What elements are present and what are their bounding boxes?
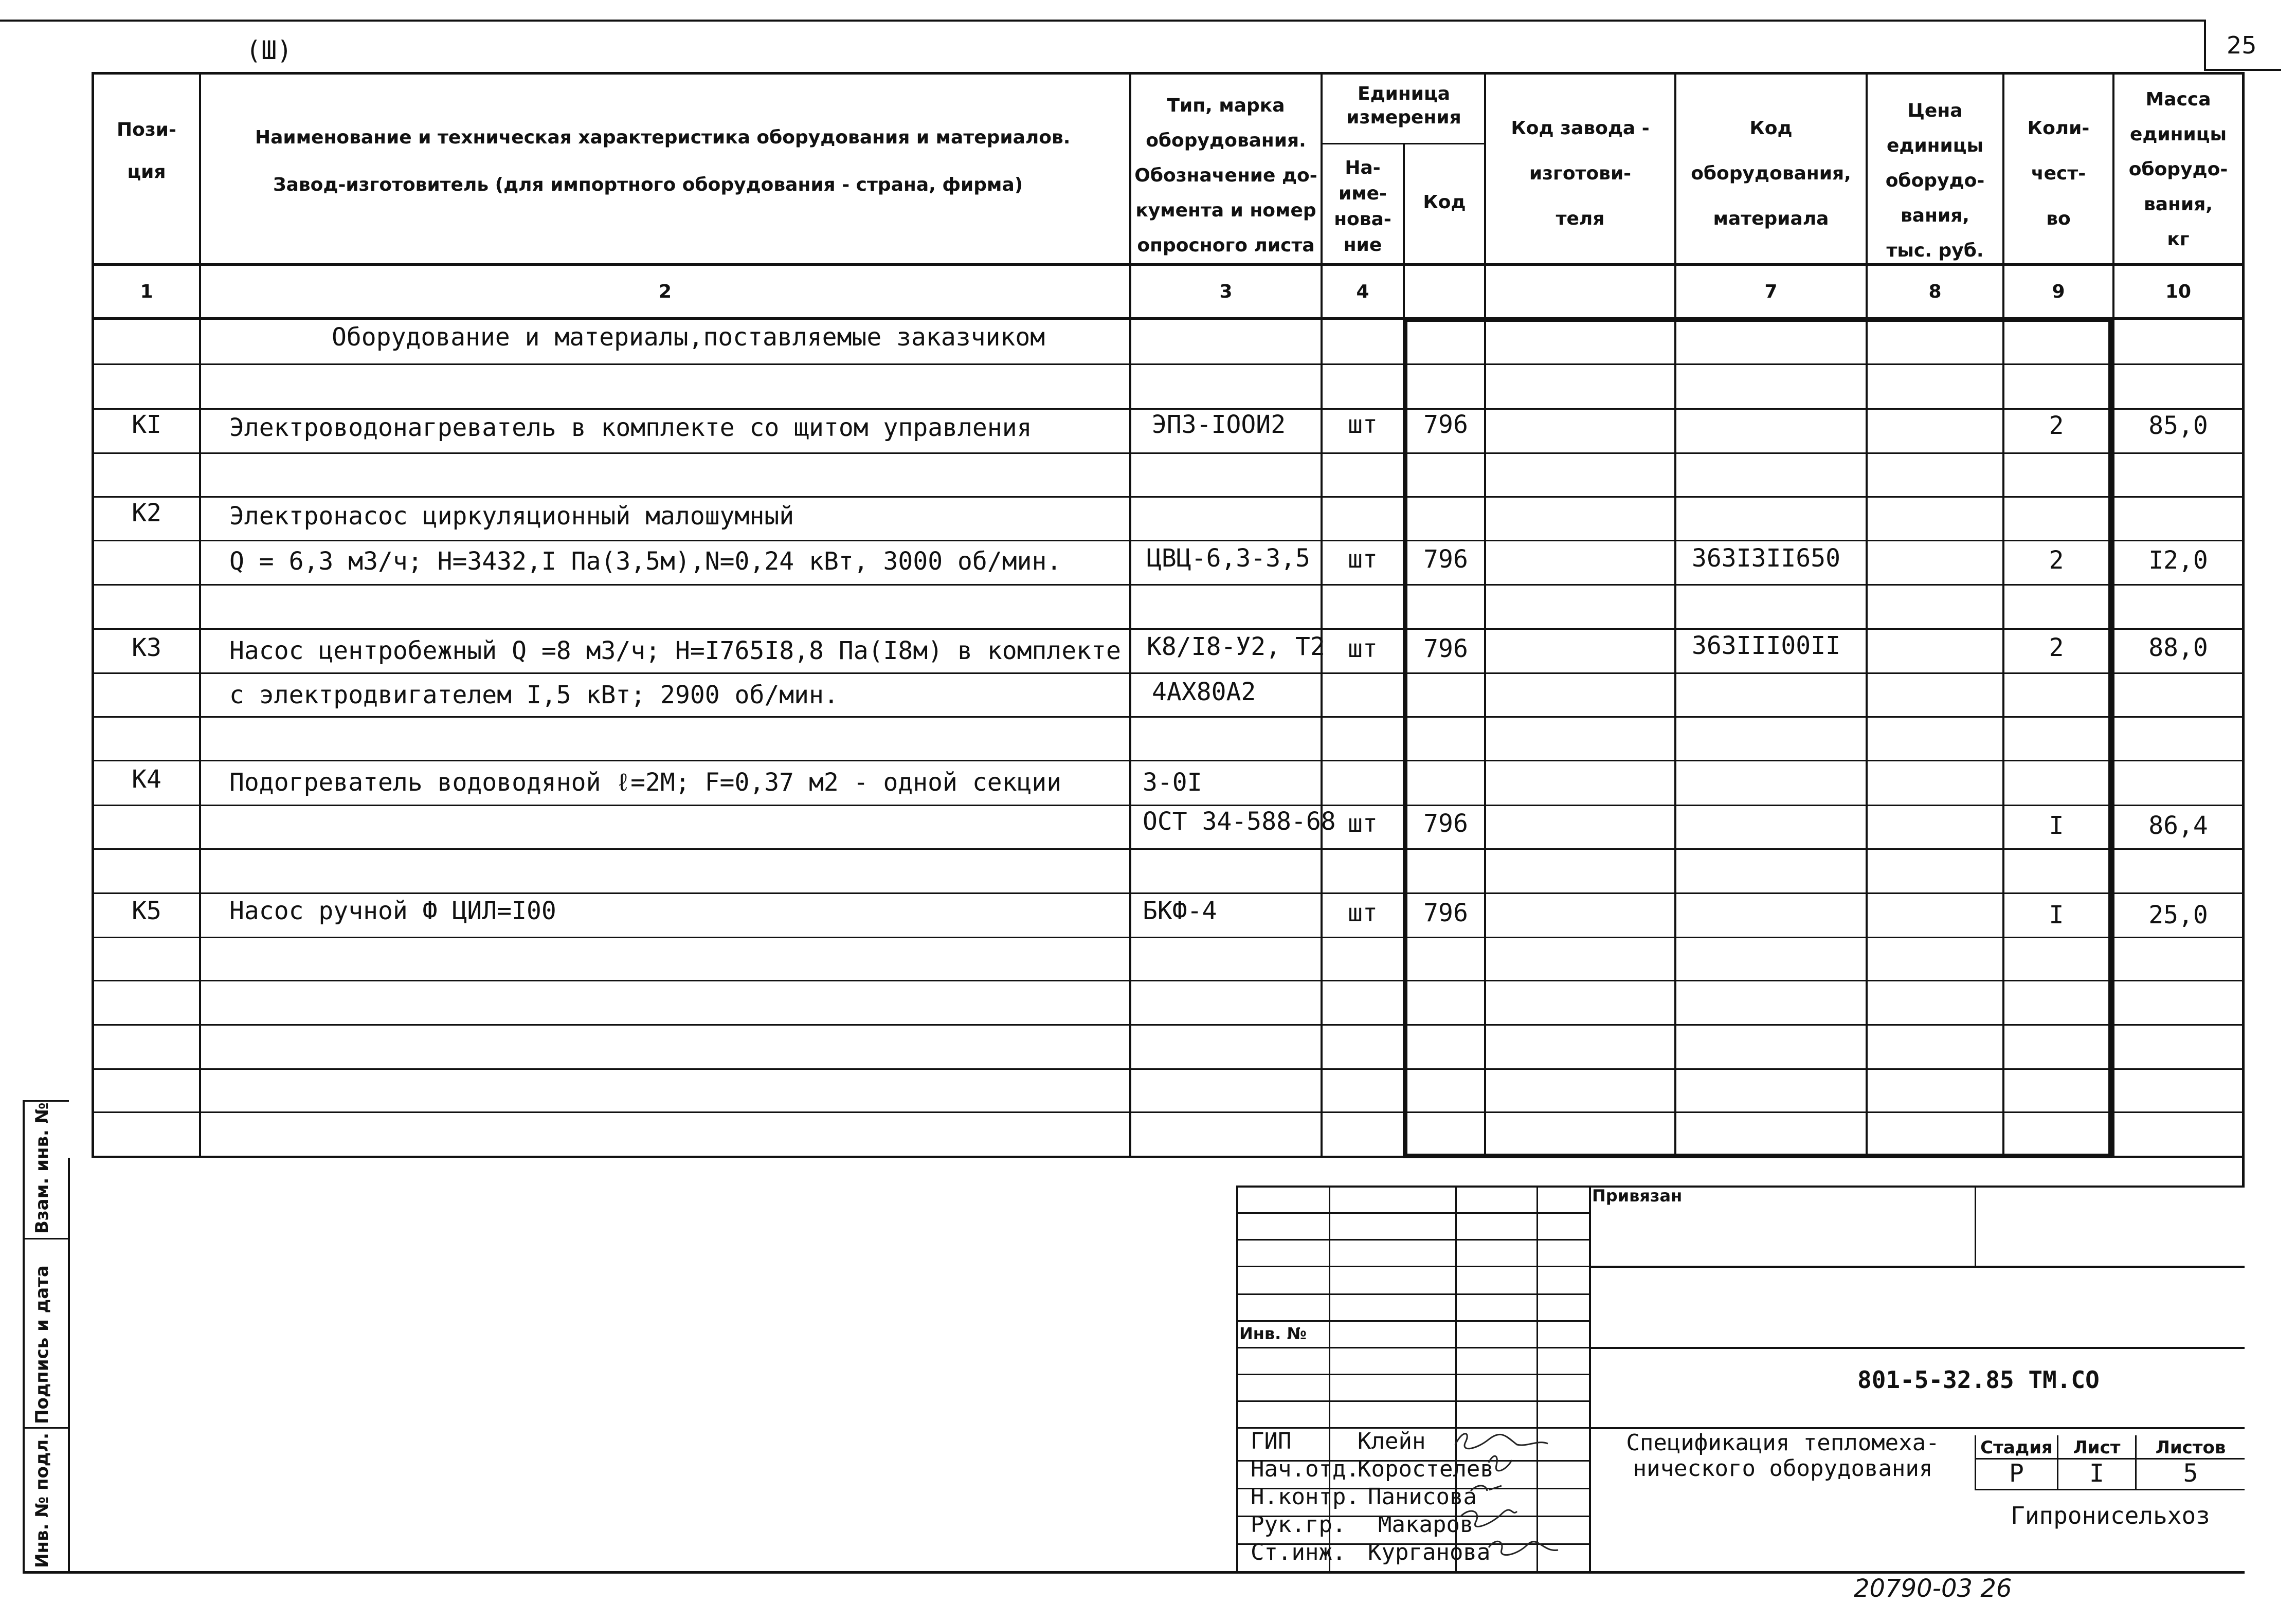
inv-number-label: Инв. № (1239, 1324, 1307, 1343)
side-label-signature-date: Подпись и дата (32, 1265, 52, 1424)
section-title: Оборудование и материалы,поставляемые заказчиком (332, 323, 1045, 352)
staff-role: Ст.инж. (1251, 1539, 1346, 1565)
sheet-label: Лист (2073, 1437, 2121, 1458)
attached-label: Привязан (1592, 1186, 1683, 1206)
header-price: Цена единицы оборудо- вания, тыс. руб. (1885, 100, 1985, 261)
stage-value: Р (2009, 1459, 2024, 1488)
sheet-value: I (2089, 1459, 2104, 1488)
top-border (0, 20, 2206, 22)
header-quantity: Коли- чест- во (2027, 118, 2090, 229)
signatures (1440, 1424, 1584, 1578)
sheet-number-border-bottom (2204, 69, 2281, 71)
staff-name: Курганова (1368, 1539, 1491, 1565)
staff-name: Панисова (1368, 1484, 1477, 1510)
header-unit-code: Код (1423, 192, 1466, 213)
top-mark: (Ш) (246, 35, 293, 65)
staff-role: Рук.гр. (1251, 1511, 1346, 1538)
header-maker-code: Код завода - изготови- теля (1511, 118, 1650, 229)
staff-name: Клейн (1358, 1428, 1426, 1454)
archive-number: 20790-03 26 (1854, 1574, 2012, 1603)
header-type: Тип, марка оборудования. Обозначение до- кумента и номер опросного листа (1134, 95, 1317, 256)
side-label-original-inv: Инв. № подл. (32, 1432, 52, 1568)
sheets-value: 5 (2183, 1459, 2198, 1488)
header-unit-name: На- име- нова- ние (1334, 157, 1391, 256)
header-position: Пози- ция (117, 119, 176, 183)
staff-role: ГИП (1251, 1428, 1292, 1454)
sheet-number: 25 (2227, 31, 2257, 59)
staff-name: Коростелев (1358, 1456, 1494, 1482)
header-mass: Масса единицы оборудо- вания, кг (2128, 89, 2228, 250)
doc-title: Спецификация тепломеха- нического оборудования (1626, 1430, 1940, 1482)
header-unit-group: Единица измерения (1346, 83, 1461, 128)
staff-name: Макаров (1378, 1511, 1474, 1538)
staff-role: Нач.отд. (1251, 1456, 1360, 1482)
header-name: Наименование и техническая характеристика оборудования и материалов. Завод-изготовитель (для импортного оборудования - страна, фирма) (255, 127, 1071, 195)
organization: Гипронисельхоз (2011, 1502, 2210, 1529)
side-label-replace-inv: Взам. инв. № (32, 1102, 52, 1234)
sheets-label: Листов (2155, 1437, 2226, 1458)
stage-label: Стадия (1980, 1437, 2053, 1458)
doc-code: 801-5-32.85 ТМ.СО (1857, 1366, 2100, 1394)
staff-role: Н.контр. (1251, 1484, 1360, 1510)
header-material-code: Код оборудования, материала (1691, 118, 1851, 229)
sheet-number-border-left (2204, 20, 2206, 71)
